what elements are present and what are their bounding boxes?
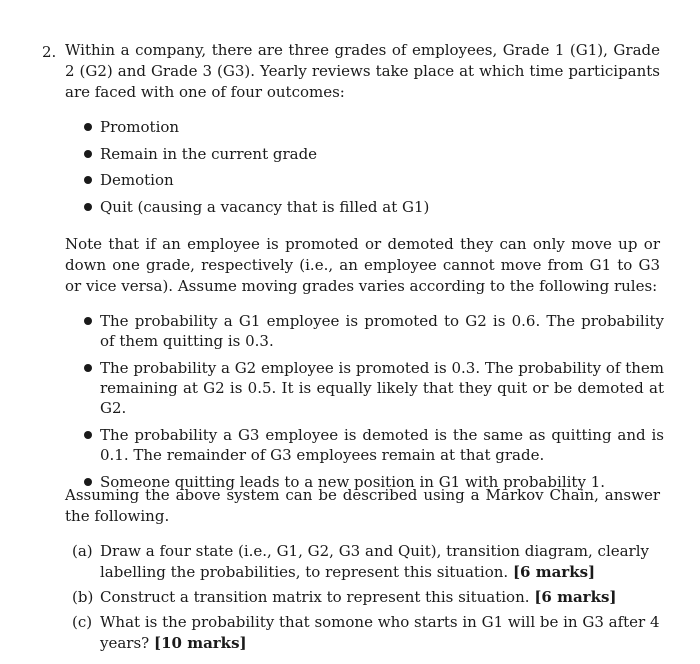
sub-question-label: (b) xyxy=(72,588,94,606)
list-item: Remain in the current grade xyxy=(84,144,664,164)
list-item: The probability a G1 employee is promoted to G2 is 0.6. The probability of them quitting is 0.3. xyxy=(84,311,664,351)
question-number: 2. xyxy=(42,43,57,61)
list-item: The probability a G2 employee is promoted is 0.3. The probability of them remaining at G2 is 0.5. It is equally likely that they quit or be demoted at G2. xyxy=(84,358,664,418)
sub-question-a xyxy=(72,541,662,583)
sub-question-b xyxy=(72,587,662,608)
bullet-icon xyxy=(84,317,92,325)
list-item: Demotion xyxy=(84,170,664,190)
sub-question-text: Construct a transition matrix to represent this situation. xyxy=(100,588,530,606)
outcomes-list xyxy=(84,117,664,223)
list-item: The probability a G3 employee is demoted is the same as quitting and is 0.1. The remainder of G3 employees remain at that grade. xyxy=(84,425,664,465)
marks-label: [10 marks] xyxy=(154,634,247,652)
marks-label: [6 marks] xyxy=(512,563,596,581)
list-item: Quit (causing a vacancy that is filled at G1) xyxy=(84,197,664,217)
note-paragraph: Note that if an employee is promoted or demoted they can only move up or down one grade, respectively (i.e., an employee cannot move from G1 to G3 or vice versa). Assume moving grades varies according to the following rules: xyxy=(65,235,660,295)
sub-question-label: (a) xyxy=(72,542,93,560)
bullet-icon xyxy=(84,431,92,439)
assumption-paragraph: Assuming the above system can be described using a Markov Chain, answer the following. xyxy=(65,486,660,525)
sub-questions-list xyxy=(72,541,662,658)
bullet-icon xyxy=(84,176,92,184)
sub-question-label: (c) xyxy=(72,613,93,631)
bullet-icon xyxy=(84,123,92,131)
list-item: Someone quitting leads to a new position in G1 with probability 1. xyxy=(84,472,664,492)
bullet-icon xyxy=(84,150,92,158)
list-item: Promotion xyxy=(84,117,664,137)
sub-question-text: Draw a four state (i.e., G1, G2, G3 and Quit), transition diagram, clearly labelling the probabilities, to represent this situation. xyxy=(100,542,650,581)
sub-question-text: What is the probability that somone who starts in G1 will be in G3 after 4 years? xyxy=(100,613,660,652)
bullet-icon xyxy=(84,203,92,211)
rules-list xyxy=(84,311,664,499)
bullet-icon xyxy=(84,364,92,372)
question-intro: Within a company, there are three grades of employees, Grade 1 (G1), Grade 2 (G2) and Grade 3 (G3). Yearly reviews take place at which time participants are faced with one of four outcomes: xyxy=(65,41,660,101)
sub-question-c xyxy=(72,612,662,654)
marks-label: [6 marks] xyxy=(534,588,617,606)
